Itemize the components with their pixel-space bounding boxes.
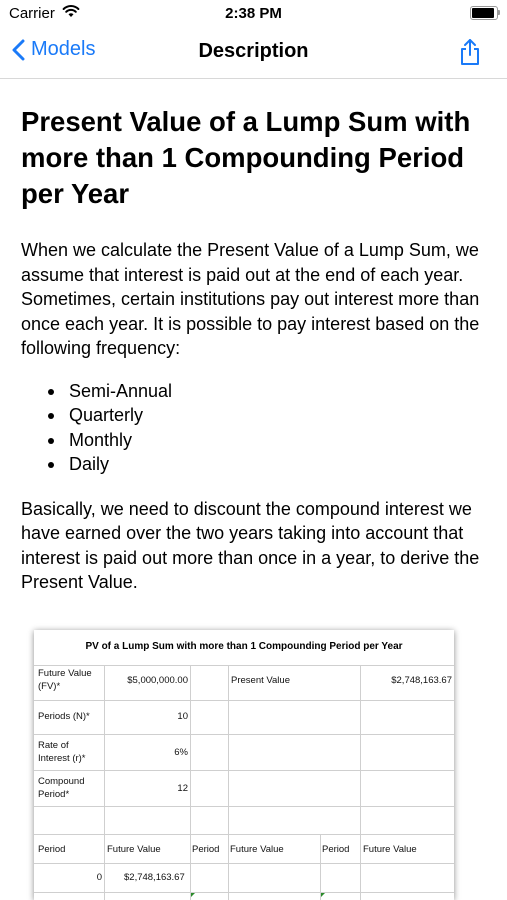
- row0-period: 0: [96, 872, 102, 883]
- body-paragraph: Basically, we need to discount the compound interest we have earned over the two years taking into account that interest is paid out more than once in a year, to derive the Present Value.: [21, 498, 480, 592]
- list-item: Daily: [21, 452, 489, 477]
- share-icon: [459, 38, 481, 66]
- periods-value: 10: [177, 711, 188, 722]
- clock: 2:38 PM: [225, 5, 282, 22]
- back-button-label: Models: [31, 38, 96, 60]
- header-period-1: Period: [38, 844, 66, 855]
- periods-label: Periods (N)*: [38, 711, 90, 722]
- rate-label: Rate of Interest (r)*: [38, 740, 86, 764]
- sheet-title: PV of a Lump Sum with more than 1 Compounding Period per Year: [85, 641, 403, 652]
- cell-marker: [321, 893, 325, 897]
- share-button[interactable]: [459, 38, 481, 71]
- list-item: Monthly: [21, 428, 489, 453]
- status-bar: [0, 0, 507, 28]
- fv-label: Future Value (FV)*: [38, 668, 92, 692]
- rate-value: 6%: [174, 747, 188, 758]
- header-period-3: Period: [322, 844, 350, 855]
- list-item: Quarterly: [21, 403, 489, 428]
- header-future-value-1: Future Value: [107, 844, 161, 855]
- header-period-2: Period: [192, 844, 220, 855]
- pv-value: $2,748,163.67: [391, 675, 452, 686]
- intro-paragraph: When we calculate the Present Value of a Lump Sum, we assume that interest is paid out at the end of each year. Sometimes, certain institutions pay out interest more than once each year. It is possible to pay interest based on the following frequency:: [21, 240, 480, 358]
- pv-label: Present Value: [231, 675, 290, 686]
- carrier-label: Carrier: [9, 5, 55, 22]
- list-item: Semi-Annual: [21, 379, 489, 404]
- compound-label: Compound Period*: [38, 776, 85, 800]
- spreadsheet-image: [34, 630, 454, 900]
- frequency-list: [21, 379, 489, 477]
- header-future-value-2: Future Value: [230, 844, 284, 855]
- page-title: Description: [198, 40, 309, 62]
- battery-cap: [498, 10, 500, 15]
- article-title: Present Value of a Lump Sum with more than 1 Compounding Period per Year: [21, 106, 471, 209]
- row0-value: $2,748,163.67: [124, 872, 185, 883]
- fv-value: $5,000,000.00: [127, 675, 188, 686]
- header-future-value-3: Future Value: [363, 844, 417, 855]
- cell-marker: [191, 893, 195, 897]
- compound-value: 12: [177, 783, 188, 794]
- navigation-bar: [0, 28, 507, 79]
- battery-icon: [470, 6, 498, 20]
- article-content: [21, 104, 489, 595]
